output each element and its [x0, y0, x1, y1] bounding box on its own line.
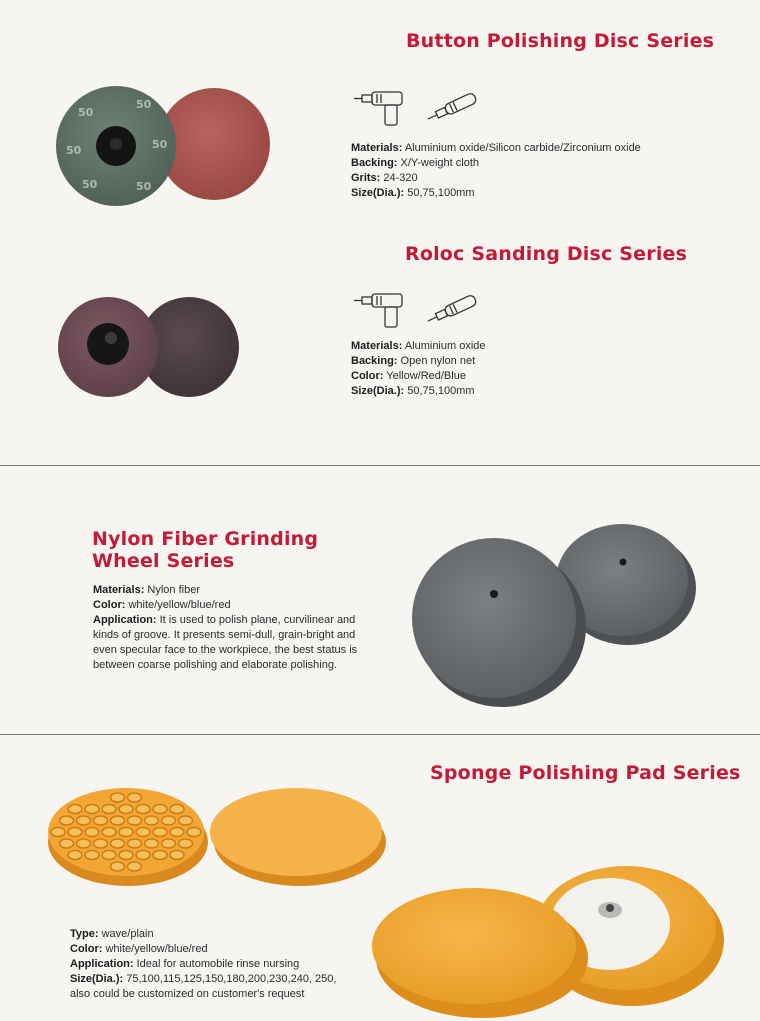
sponge-wave-cell	[102, 805, 116, 814]
sponge-wave-cell	[153, 805, 167, 814]
spec-row: Color: Yellow/Red/Blue	[351, 370, 466, 382]
plain-sponge-pad	[210, 788, 382, 876]
nylon-wheel-title	[92, 528, 318, 572]
sponge-wave-cell	[102, 828, 116, 837]
sponge-wave-cell	[153, 828, 167, 837]
drill-tool-icon	[352, 290, 412, 332]
button-disc-image	[52, 82, 282, 210]
front-sponge-pad	[372, 888, 576, 1004]
large-grinding-wheel	[412, 538, 576, 698]
spec-row: Color: white/yellow/blue/red	[70, 943, 208, 955]
sponge-wave-cell	[111, 839, 125, 848]
spec-row: Materials: Nylon fiber	[93, 584, 200, 596]
sponge-wave-cell	[68, 805, 82, 814]
sponge-wave-cell	[119, 805, 133, 814]
spec-row: Materials: Aluminium oxide	[351, 340, 486, 352]
disc-grit-mark: 50	[66, 144, 82, 157]
nylon-wheel-image	[410, 522, 700, 712]
sponge-wave-cell	[170, 851, 184, 860]
roloc-disc-specs	[351, 339, 651, 399]
sponge-wave-cell	[187, 828, 201, 837]
sponge-wave-cell	[77, 816, 91, 825]
nylon-wheel-title-line1: Nylon Fiber Grinding	[92, 528, 319, 550]
sponge-wave-cell	[119, 828, 133, 837]
section-divider	[0, 734, 760, 735]
plain-sponge-pad-image	[206, 780, 390, 890]
die-grinder-tool-icon	[422, 290, 484, 332]
sponge-wave-cell	[179, 816, 193, 825]
sponge-wave-cell	[51, 828, 65, 837]
sponge-wave-cell	[136, 828, 150, 837]
spec-row: Application: Ideal for automobile rinse nursing	[70, 958, 300, 970]
sponge-wave-cell	[94, 816, 108, 825]
roloc-hub	[87, 323, 129, 365]
sponge-wave-cell	[128, 793, 142, 802]
sponge-wave-cell	[170, 805, 184, 814]
die-grinder-tool-icon	[422, 88, 484, 130]
spec-row: Grits: 24-320	[351, 172, 418, 184]
sponge-wave-cell	[128, 839, 142, 848]
sponge-wave-cell	[145, 839, 159, 848]
sponge-wave-cell	[111, 816, 125, 825]
roloc-disc-image	[56, 292, 242, 402]
sponge-wave-cell	[136, 805, 150, 814]
spec-row: Type: wave/plain	[70, 928, 154, 940]
wave-sponge-pad-image	[44, 784, 210, 890]
sponge-wave-cell	[119, 851, 133, 860]
button-disc-specs	[351, 141, 691, 201]
sponge-wave-cell	[102, 851, 116, 860]
sponge-wave-cell	[111, 793, 125, 802]
sponge-wave-cell	[162, 816, 176, 825]
sponge-wave-cell	[136, 851, 150, 860]
sponge-pad-title: Sponge Polishing Pad Series	[430, 762, 741, 784]
sponge-wave-cell	[60, 839, 74, 848]
sponge-wave-cell	[68, 851, 82, 860]
spec-row: Size(Dia.): 50,75,100mm	[351, 187, 475, 199]
sponge-wave-cell	[162, 839, 176, 848]
sponge-wave-cell	[170, 828, 184, 837]
sponge-wave-cell	[153, 851, 167, 860]
button-disc-title: Button Polishing Disc Series	[406, 30, 715, 52]
spec-row: Backing: X/Y-weight cloth	[351, 157, 480, 169]
sponge-wave-cell	[85, 851, 99, 860]
sponge-wave-cell	[94, 839, 108, 848]
sponge-wave-cell	[128, 816, 142, 825]
sponge-wave-cell	[60, 816, 74, 825]
spec-row: Color: white/yellow/blue/red	[93, 599, 231, 611]
sponge-wave-cell	[111, 862, 125, 871]
spec-row: Backing: Open nylon net	[351, 355, 476, 367]
sponge-wave-cell	[77, 839, 91, 848]
spec-row: Application: It is used to polish plane, curvilinear and kinds of groove. It presents semi-dull, grain-bright and even specular face to the workpiece, the best status is between coarse polishing and elaborate polishing.	[93, 614, 358, 671]
nylon-wheel-title-line2: Wheel Series	[92, 550, 235, 572]
disc-grit-mark: 50	[136, 98, 152, 111]
disc-grit-mark: 50	[136, 180, 152, 193]
spec-row: Materials: Aluminium oxide/Silicon carbide/Zirconium oxide	[351, 142, 641, 154]
disc-grit-mark: 50	[82, 178, 98, 191]
sponge-wave-cell	[68, 828, 82, 837]
roloc-disc-title: Roloc Sanding Disc Series	[405, 243, 688, 265]
drill-tool-icon	[352, 88, 412, 130]
sponge-wave-cell	[85, 805, 99, 814]
sponge-wave-cell	[128, 862, 142, 871]
spec-row: Size(Dia.): 50,75,100mm	[351, 385, 475, 397]
sponge-wave-cell	[145, 816, 159, 825]
disc-grit-mark: 50	[152, 138, 168, 151]
sponge-wave-cell	[179, 839, 193, 848]
sponge-pad-specs	[70, 927, 352, 1002]
disc-grit-mark: 50	[78, 106, 94, 119]
spec-row: Size(Dia.): 75,100,115,125,150,180,200,230,240, 250, also could be customized on customer's request	[70, 973, 337, 1000]
nylon-wheel-specs	[93, 583, 363, 673]
sponge-wave-cell	[85, 828, 99, 837]
section-divider	[0, 465, 760, 466]
sponge-backing-pads-image	[370, 858, 728, 1020]
